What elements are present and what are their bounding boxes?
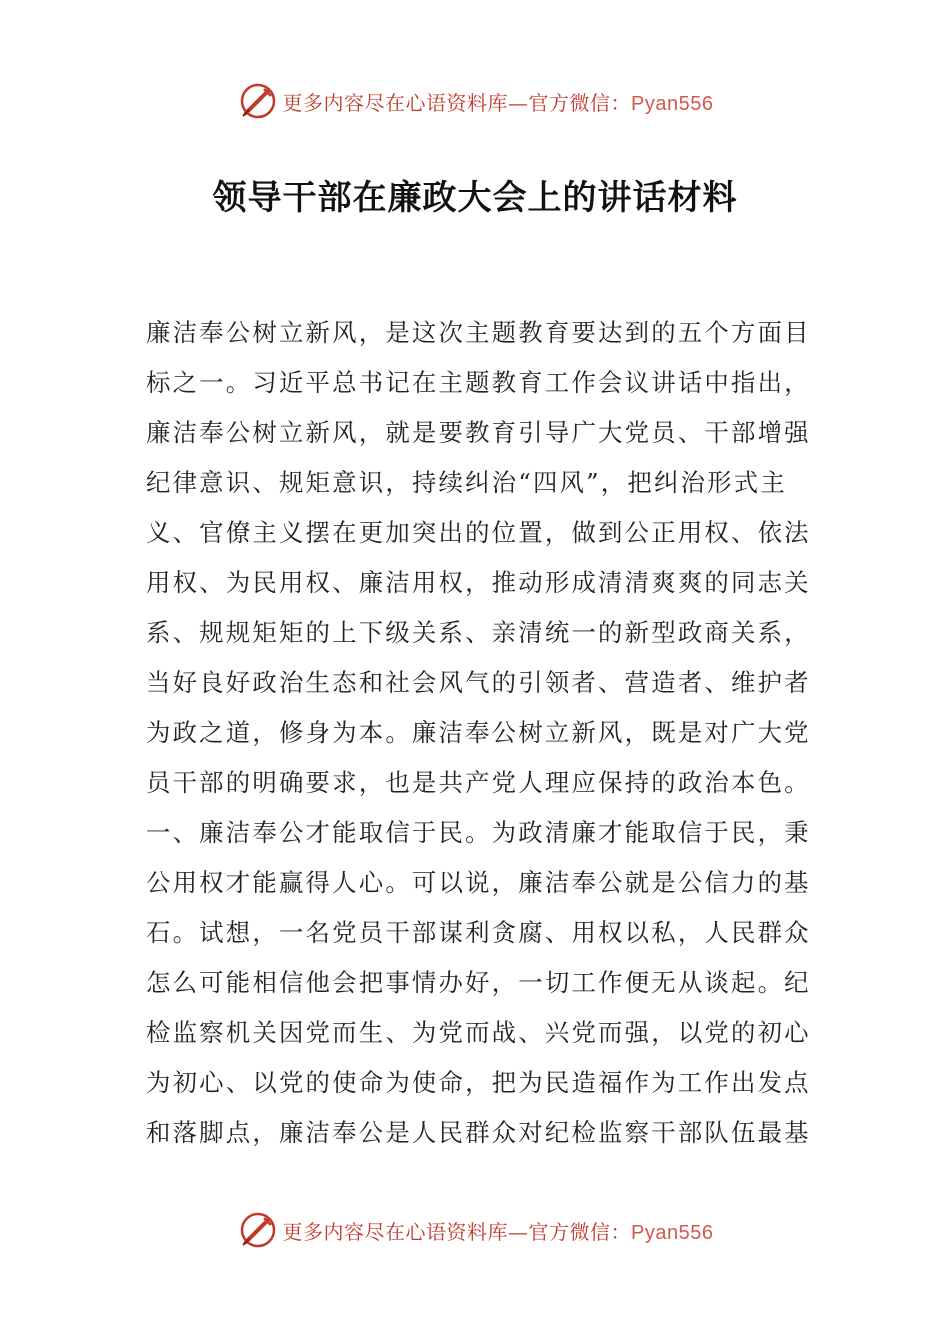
header-banner	[0, 78, 950, 124]
wechat-id: Pyan556	[631, 92, 714, 115]
body-line: 一、廉洁奉公才能取信于民。为政清廉才能取信于民，秉	[146, 818, 811, 847]
body-line: 标之一。习近平总书记在主题教育工作会议讲话中指出，	[146, 368, 811, 397]
body-line: 当好良好政治生态和社会风气的引领者、营造者、维护者	[146, 668, 811, 697]
body-line: 廉洁奉公树立新风，就是要教育引导广大党员、干部增强	[146, 418, 811, 447]
body-line: 和落脚点，廉洁奉公是人民群众对纪检监察干部队伍最基	[146, 1118, 811, 1147]
body-line: 用权、为民用权、廉洁用权，推动形成清清爽爽的同志关	[146, 568, 811, 597]
banner-text: 更多内容尽在心语资料库—官方微信：Pyan556	[282, 1219, 714, 1244]
wechat-id: Pyan556	[631, 1221, 714, 1244]
body-line: 纪律意识、规矩意识，持续纠治“四风”，把纠治形式主	[146, 468, 787, 497]
body-line: 石。试想，一名党员干部谋利贪腐、用权以私，人民群众	[146, 918, 811, 947]
document-title: 领导干部在廉政大会上的讲话材料	[212, 178, 738, 218]
body-line: 员干部的明确要求，也是共产党人理应保持的政治本色。	[146, 768, 811, 797]
banner-text: 更多内容尽在心语资料库—官方微信：Pyan556	[282, 90, 714, 115]
body-line: 为政之道，修身为本。廉洁奉公树立新风，既是对广大党	[146, 718, 811, 747]
body-line: 为初心、以党的使命为使命，把为民造福作为工作出发点	[146, 1068, 811, 1097]
body-line: 公用权才能赢得人心。可以说，廉洁奉公就是公信力的基	[146, 868, 811, 897]
footer-banner	[0, 1207, 950, 1253]
body-line: 系、规规矩矩的上下级关系、亲清统一的新型政商关系，	[146, 618, 811, 647]
body-line: 廉洁奉公树立新风，是这次主题教育要达到的五个方面目	[146, 318, 811, 347]
pen-logo-icon	[237, 80, 279, 122]
body-line: 义、官僚主义摆在更加突出的位置，做到公正用权、依法	[146, 518, 811, 547]
body-line: 怎么可能相信他会把事情办好，一切工作便无从谈起。纪	[146, 968, 811, 997]
document-body	[146, 308, 811, 1158]
pen-logo-icon	[237, 1209, 279, 1251]
body-line: 检监察机关因党而生、为党而战、兴党而强，以党的初心	[146, 1018, 811, 1047]
